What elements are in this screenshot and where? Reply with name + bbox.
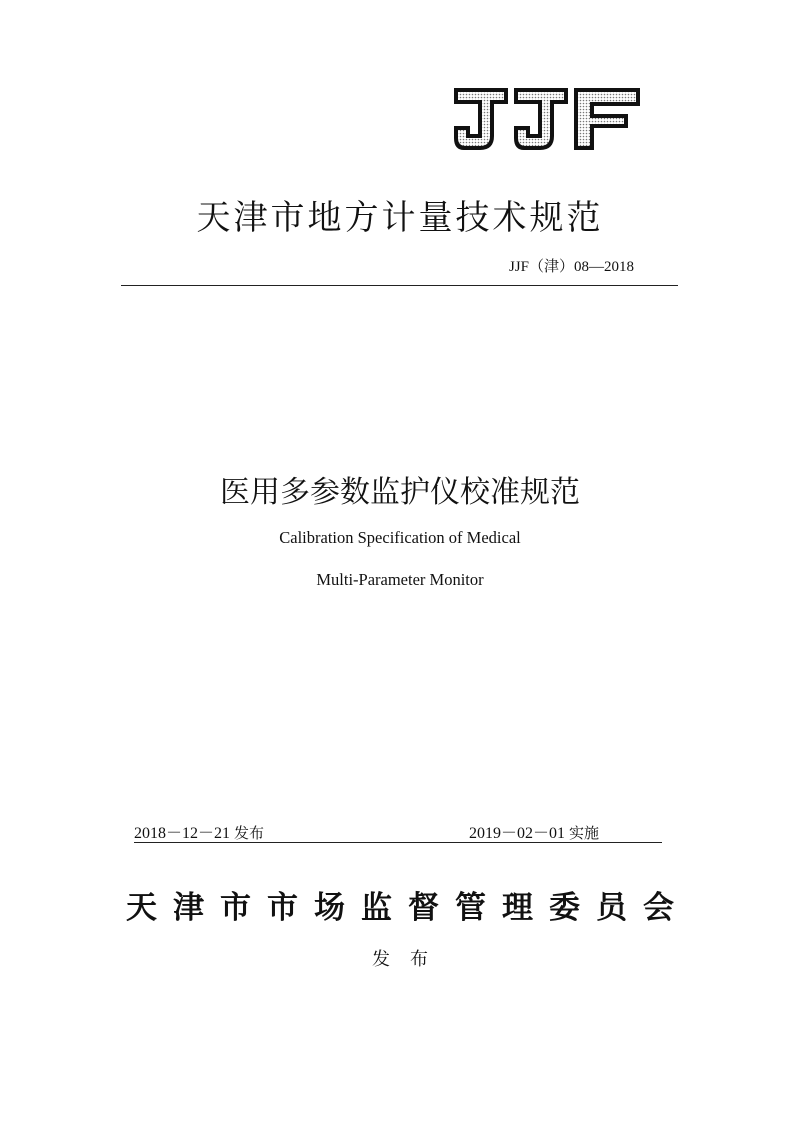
effective-date: 2019－02－01 <box>469 825 566 842</box>
jjf-logo <box>450 84 644 156</box>
english-title-line-1: Calibration Specification of Medical <box>279 528 521 547</box>
chinese-title: 医用多参数监护仪校准规范 <box>220 475 580 510</box>
issue-date: 2018－12－21 <box>134 825 231 842</box>
date-row <box>134 820 662 843</box>
effective-label: 实施 <box>569 824 600 842</box>
publish-label: 发布 <box>372 949 448 970</box>
effective-date-group <box>469 820 599 843</box>
english-title-line-2: Multi-Parameter Monitor <box>316 570 484 589</box>
publisher: 天津市市场监督管理委员会 <box>126 890 690 926</box>
issue-label: 发布 <box>234 824 265 842</box>
issue-date-group <box>134 820 264 843</box>
header-divider <box>121 285 678 286</box>
series-title: 天津市地方计量技术规范 <box>196 198 604 238</box>
document-number: JJF（津）08—2018 <box>508 259 634 275</box>
